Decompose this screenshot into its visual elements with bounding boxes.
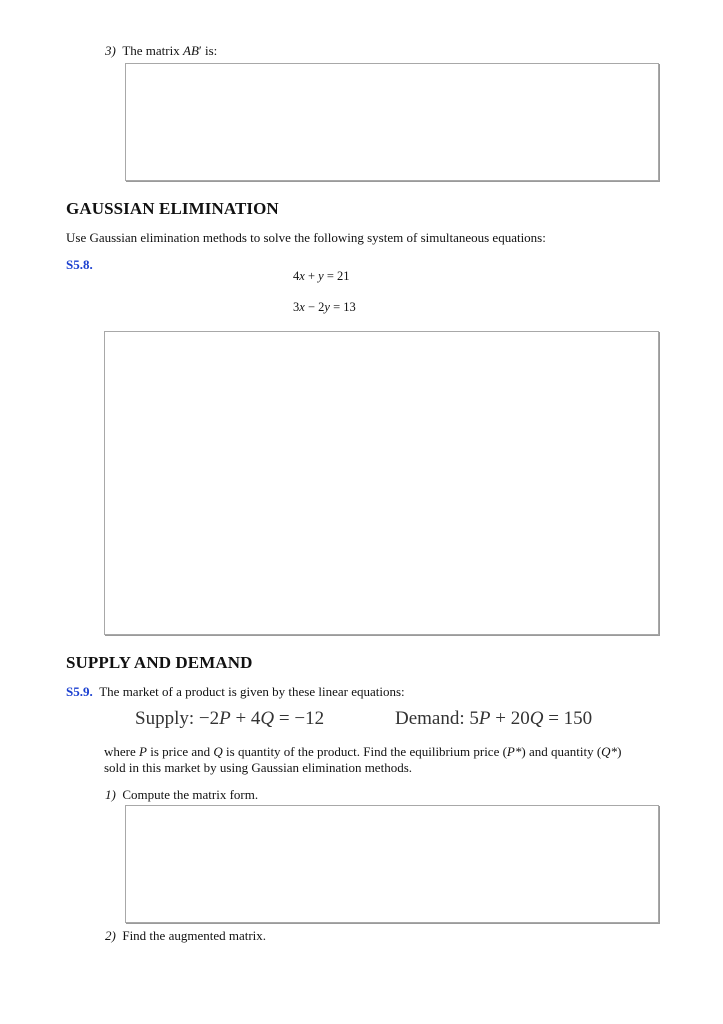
supply-demand-question bbox=[66, 684, 405, 700]
question-label-s59: S5.9. bbox=[66, 684, 93, 699]
supply-var-p: P bbox=[219, 708, 231, 729]
eq2-var-x: x bbox=[299, 300, 305, 314]
item-2-prompt bbox=[105, 928, 266, 944]
gaussian-intro: Use Gaussian elimination methods to solve the following system of simultaneous equations: bbox=[66, 230, 546, 245]
item-1-prompt bbox=[105, 787, 258, 803]
eq1-var-y: y bbox=[318, 269, 324, 283]
supply-prefix: Supply: −2 bbox=[135, 708, 220, 729]
equation-2 bbox=[293, 300, 356, 315]
demand-var-q: Q bbox=[529, 708, 544, 729]
demand-mid: + 20 bbox=[490, 708, 530, 729]
matrix-var: AB bbox=[183, 43, 199, 58]
answer-box-matrix-form[interactable] bbox=[125, 805, 659, 923]
item-ab-prompt bbox=[105, 43, 217, 59]
supply-var-q: Q bbox=[260, 708, 275, 729]
eq2-coef: 3 bbox=[293, 300, 300, 314]
answer-box-gaussian[interactable] bbox=[104, 331, 659, 635]
equation-1 bbox=[293, 269, 350, 284]
item-text-pre: The matrix bbox=[122, 43, 183, 58]
desc-text: ) and quantity ( bbox=[521, 744, 602, 759]
supply-demand-description bbox=[104, 744, 664, 776]
desc-var-p: P bbox=[139, 744, 147, 759]
desc-text: where bbox=[104, 744, 140, 759]
supply-rhs: = −12 bbox=[274, 708, 325, 729]
desc-var-q: Q bbox=[213, 744, 223, 759]
item-text: Find the augmented matrix. bbox=[122, 928, 267, 943]
item-number: 2) bbox=[105, 928, 116, 943]
desc-var-qstar: Q* bbox=[601, 744, 618, 759]
item-text: Compute the matrix form. bbox=[122, 787, 259, 802]
prime-mark: ′ bbox=[198, 43, 202, 58]
answer-box-ab[interactable] bbox=[125, 63, 659, 181]
desc-text: is quantity of the product. Find the equilibrium price ( bbox=[222, 744, 507, 759]
eq1-var-x: x bbox=[299, 269, 305, 283]
supply-mid: + 4 bbox=[230, 708, 261, 729]
demand-prefix: Demand: 5 bbox=[395, 708, 479, 729]
section-heading-gaussian: GAUSSIAN ELIMINATION bbox=[66, 199, 279, 218]
description-line-2: sold in this market by using Gaussian elimination methods. bbox=[104, 760, 413, 775]
supply-demand-intro: The market of a product is given by these linear equations: bbox=[99, 684, 405, 699]
eq1-rhs: = 21 bbox=[323, 269, 350, 283]
desc-var-pstar: P* bbox=[506, 744, 522, 759]
eq2-rhs: = 13 bbox=[329, 300, 356, 314]
description-line-1 bbox=[104, 744, 664, 760]
demand-equation bbox=[395, 708, 592, 730]
item-number: 3) bbox=[105, 43, 116, 58]
question-label-s58: S5.8. bbox=[66, 257, 93, 272]
section-heading-supply-demand: SUPPLY AND DEMAND bbox=[66, 653, 253, 672]
desc-text: is price and bbox=[146, 744, 214, 759]
desc-text: ) bbox=[617, 744, 622, 759]
eq2-op: − 2 bbox=[304, 300, 325, 314]
eq1-op: + bbox=[304, 269, 319, 283]
eq1-coef: 4 bbox=[293, 269, 300, 283]
item-text-post: is: bbox=[201, 43, 218, 58]
supply-equation bbox=[135, 708, 324, 730]
eq2-var-y: y bbox=[324, 300, 330, 314]
item-number: 1) bbox=[105, 787, 116, 802]
demand-rhs: = 150 bbox=[543, 708, 593, 729]
demand-var-p: P bbox=[478, 708, 491, 729]
